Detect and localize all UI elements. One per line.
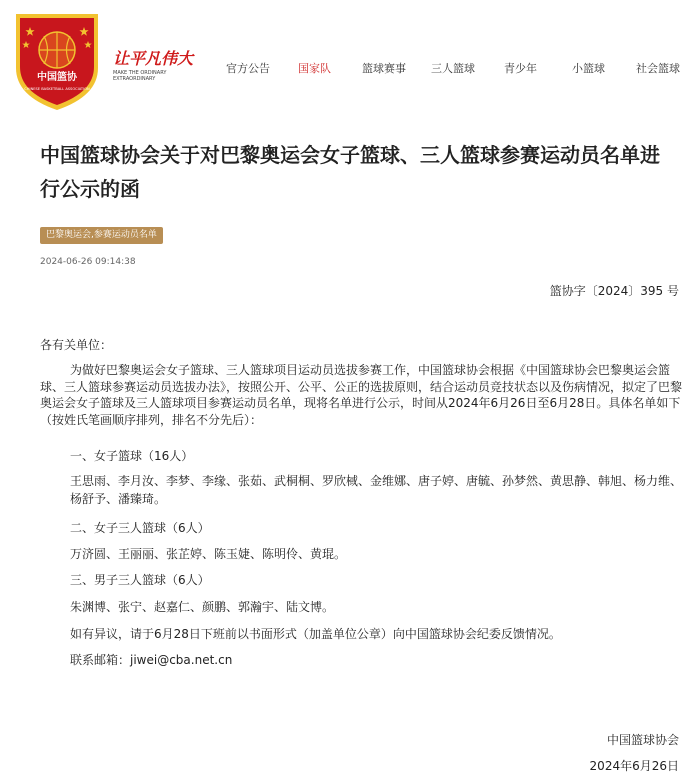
logo-subtext: CHINESE BASKETBALL ASSOCIATION [24,87,90,91]
site-header [0,0,690,118]
slogan-chinese: 让平凡伟大 [113,49,194,68]
contact-email: 联系邮箱：jiwei@cba.net.cn [70,653,233,667]
nav-mini-basketball[interactable]: 小篮球 [572,62,605,75]
logo-text: 中国篮协 [37,72,77,83]
nav-3x3-basketball[interactable]: 三人篮球 [431,62,475,75]
section-heading-womens-basketball: 一、女子篮球（16人） [70,449,194,463]
objection-notice: 如有异议，请于6月28日下班前以书面形式（加盖单位公章）向中国篮球协会纪委反馈情况。 [70,627,561,641]
intro-paragraph: 为做好巴黎奥运会女子篮球、三人篮球项目运动员选拔参赛工作，中国篮球协会根据《中国篮球协会巴黎奥运会篮球、三人篮球参赛运动员选拔办法》，按照公开、公平、公正的选拔原则，结合运动员竞技状态以及伤病情况，拟定了巴黎奥运会女子篮球及三人篮球项目参赛运动员名单，现将名单进行公示，时间从2024年6月26日至6月28日。具体名单如下（按姓氏笔画顺序排列，排名不分先后）： [40,363,683,427]
section-heading-womens-3x3: 二、女子三人篮球（6人） [70,521,210,535]
signature-organization: 中国篮球协会 [606,733,679,747]
signature-date: 2024年6月26日 [589,759,679,773]
slogan [113,50,203,82]
roster-womens-basketball: 王思雨、李月汝、李梦、李缘、张茹、武桐桐、罗欣棫、金维娜、唐子婷、唐毓、孙梦然、黄思静、韩旭、杨力维、杨舒予、潘臻琦。 [70,474,683,506]
nav-basketball-events[interactable]: 篮球赛事 [362,62,406,75]
nav-social-basketball[interactable]: 社会篮球 [636,62,680,75]
cba-logo[interactable] [10,10,104,112]
article-title: 中国篮球协会关于对巴黎奥运会女子篮球、三人篮球参赛运动员名单进行公示的函 [40,143,660,201]
document-number: 篮协字〔2024〕395 号 [549,284,679,298]
publish-date: 2024-06-26 09:14:38 [40,257,136,267]
section-heading-mens-3x3: 三、男子三人篮球（6人） [70,573,210,587]
roster-mens-3x3: 朱渊博、张宁、赵嘉仁、颜鹏、郭瀚宇、陆文博。 [70,600,335,614]
nav-youth[interactable]: 青少年 [504,62,537,75]
nav-national-team[interactable]: 国家队 [298,62,331,75]
article-tag[interactable]: 巴黎奥运会,参赛运动员名单 [40,227,163,244]
roster-womens-3x3: 万济圆、王丽丽、张芷婷、陈玉婕、陈明伶、黄琨。 [70,547,347,561]
slogan-english-line-1: MAKE THE ORDINARY [113,70,167,76]
slogan-english-line-2: EXTRAORDINARY [113,76,156,82]
greeting: 各有关单位： [40,338,113,352]
nav-official-notice[interactable]: 官方公告 [226,62,270,75]
